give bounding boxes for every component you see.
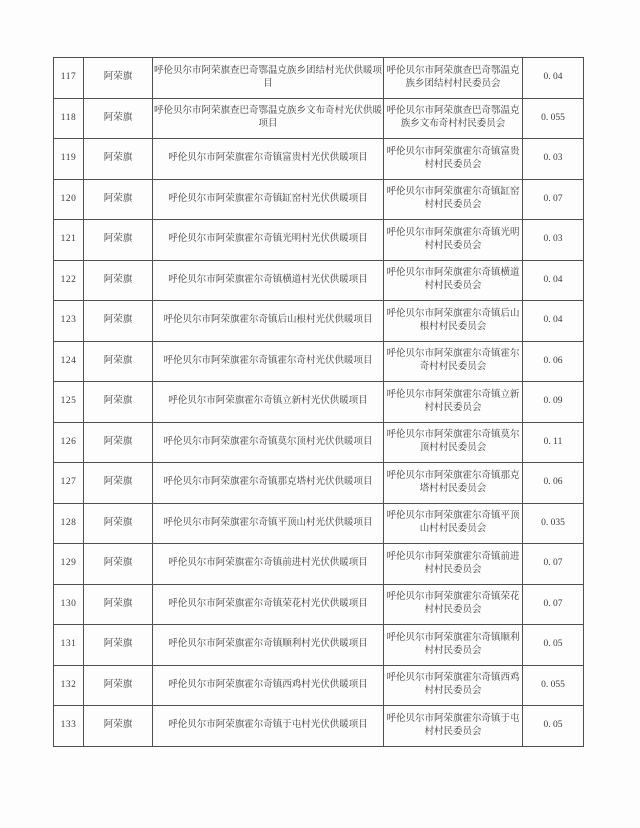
committee-cell: 呼伦贝尔市阿荣旗查巴奇鄂温克族乡文布奇村村民委员会 (384, 98, 523, 139)
project-name-cell: 呼伦贝尔市阿荣旗霍尔奇镇霍尔奇村光伏供暖项目 (153, 341, 384, 382)
value-cell: 0. 04 (523, 260, 584, 301)
committee-cell: 呼伦贝尔市阿荣旗查巴奇鄂温克族乡团结村村民委员会 (384, 58, 523, 99)
value-cell: 0. 06 (523, 341, 584, 382)
row-number-cell: 118 (54, 98, 84, 139)
row-number-cell: 126 (54, 422, 84, 463)
project-name-cell: 呼伦贝尔市阿荣旗霍尔奇镇前进村光伏供暖项目 (153, 544, 384, 585)
value-cell: 0. 07 (523, 584, 584, 625)
project-name-cell: 呼伦贝尔市阿荣旗霍尔奇镇后山根村光伏供暖项目 (153, 301, 384, 342)
banner-cell: 阿荣旗 (84, 706, 153, 747)
row-number-cell: 122 (54, 260, 84, 301)
project-name-cell: 呼伦贝尔市阿荣旗霍尔奇镇于屯村光伏供暖项目 (153, 706, 384, 747)
value-cell: 0. 04 (523, 58, 584, 99)
value-cell: 0. 03 (523, 220, 584, 261)
row-number-cell: 117 (54, 58, 84, 99)
table-row (54, 301, 584, 342)
value-cell: 0. 06 (523, 463, 584, 504)
value-cell: 0. 05 (523, 625, 584, 666)
value-cell: 0. 03 (523, 139, 584, 180)
row-number-cell: 121 (54, 220, 84, 261)
table-row (54, 179, 584, 220)
project-name-cell: 呼伦贝尔市阿荣旗查巴奇鄂温克族乡团结村光伏供暖项目 (153, 58, 384, 99)
banner-cell: 阿荣旗 (84, 625, 153, 666)
row-number-cell: 132 (54, 665, 84, 706)
table-row (54, 220, 584, 261)
row-number-cell: 120 (54, 179, 84, 220)
table-row (54, 139, 584, 180)
table-row (54, 98, 584, 139)
row-number-cell: 128 (54, 503, 84, 544)
banner-cell: 阿荣旗 (84, 544, 153, 585)
committee-cell: 呼伦贝尔市阿荣旗霍尔奇镇西鸡村村民委员会 (384, 665, 523, 706)
project-name-cell: 呼伦贝尔市阿荣旗霍尔奇镇莫尔顶村光伏供暖项目 (153, 422, 384, 463)
banner-cell: 阿荣旗 (84, 463, 153, 504)
banner-cell: 阿荣旗 (84, 422, 153, 463)
row-number-cell: 129 (54, 544, 84, 585)
value-cell: 0. 07 (523, 544, 584, 585)
banner-cell: 阿荣旗 (84, 58, 153, 99)
committee-cell: 呼伦贝尔市阿荣旗霍尔奇镇平顶山村村民委员会 (384, 503, 523, 544)
banner-cell: 阿荣旗 (84, 220, 153, 261)
banner-cell: 阿荣旗 (84, 382, 153, 423)
table-row (54, 503, 584, 544)
committee-cell: 呼伦贝尔市阿荣旗霍尔奇镇荣花村村民委员会 (384, 584, 523, 625)
table-row (54, 382, 584, 423)
project-name-cell: 呼伦贝尔市阿荣旗霍尔奇镇那克塔村光伏供暖项目 (153, 463, 384, 504)
committee-cell: 呼伦贝尔市阿荣旗霍尔奇镇那克塔村村民委员会 (384, 463, 523, 504)
banner-cell: 阿荣旗 (84, 260, 153, 301)
committee-cell: 呼伦贝尔市阿荣旗霍尔奇镇顺利村村民委员会 (384, 625, 523, 666)
project-name-cell: 呼伦贝尔市阿荣旗霍尔奇镇光明村光伏供暖项目 (153, 220, 384, 261)
value-cell: 0. 11 (523, 422, 584, 463)
project-name-cell: 呼伦贝尔市阿荣旗霍尔奇镇横道村光伏供暖项目 (153, 260, 384, 301)
table-body (54, 58, 584, 747)
row-number-cell: 123 (54, 301, 84, 342)
row-number-cell: 133 (54, 706, 84, 747)
committee-cell: 呼伦贝尔市阿荣旗霍尔奇镇后山根村村民委员会 (384, 301, 523, 342)
banner-cell: 阿荣旗 (84, 665, 153, 706)
banner-cell: 阿荣旗 (84, 503, 153, 544)
row-number-cell: 130 (54, 584, 84, 625)
project-name-cell: 呼伦贝尔市阿荣旗霍尔奇镇富贵村光伏供暖项目 (153, 139, 384, 180)
table-row (54, 463, 584, 504)
table-row (54, 665, 584, 706)
value-cell: 0. 055 (523, 665, 584, 706)
committee-cell: 呼伦贝尔市阿荣旗霍尔奇镇富贵村村民委员会 (384, 139, 523, 180)
committee-cell: 呼伦贝尔市阿荣旗霍尔奇镇前进村村民委员会 (384, 544, 523, 585)
row-number-cell: 124 (54, 341, 84, 382)
banner-cell: 阿荣旗 (84, 301, 153, 342)
project-name-cell: 呼伦贝尔市阿荣旗霍尔奇镇立新村光伏供暖项目 (153, 382, 384, 423)
value-cell: 0. 04 (523, 301, 584, 342)
row-number-cell: 127 (54, 463, 84, 504)
project-name-cell: 呼伦贝尔市阿荣旗霍尔奇镇顺利村光伏供暖项目 (153, 625, 384, 666)
project-name-cell: 呼伦贝尔市阿荣旗查巴奇鄂温克族乡文布奇村光伏供暖项目 (153, 98, 384, 139)
banner-cell: 阿荣旗 (84, 584, 153, 625)
table-row (54, 706, 584, 747)
committee-cell: 呼伦贝尔市阿荣旗霍尔奇镇横道村村民委员会 (384, 260, 523, 301)
value-cell: 0. 05 (523, 706, 584, 747)
projects-table (53, 57, 584, 747)
row-number-cell: 131 (54, 625, 84, 666)
table-row (54, 544, 584, 585)
banner-cell: 阿荣旗 (84, 179, 153, 220)
banner-cell: 阿荣旗 (84, 139, 153, 180)
table-row (54, 422, 584, 463)
committee-cell: 呼伦贝尔市阿荣旗霍尔奇镇立新村村民委员会 (384, 382, 523, 423)
value-cell: 0. 07 (523, 179, 584, 220)
value-cell: 0. 035 (523, 503, 584, 544)
table-row (54, 584, 584, 625)
row-number-cell: 125 (54, 382, 84, 423)
committee-cell: 呼伦贝尔市阿荣旗霍尔奇镇缸窑村村民委员会 (384, 179, 523, 220)
banner-cell: 阿荣旗 (84, 98, 153, 139)
project-name-cell: 呼伦贝尔市阿荣旗霍尔奇镇平顶山村光伏供暖项目 (153, 503, 384, 544)
banner-cell: 阿荣旗 (84, 341, 153, 382)
table-row (54, 625, 584, 666)
value-cell: 0. 055 (523, 98, 584, 139)
committee-cell: 呼伦贝尔市阿荣旗霍尔奇镇霍尔奇村村民委员会 (384, 341, 523, 382)
value-cell: 0. 09 (523, 382, 584, 423)
project-name-cell: 呼伦贝尔市阿荣旗霍尔奇镇缸窑村光伏供暖项目 (153, 179, 384, 220)
committee-cell: 呼伦贝尔市阿荣旗霍尔奇镇莫尔顶村村民委员会 (384, 422, 523, 463)
table-row (54, 341, 584, 382)
committee-cell: 呼伦贝尔市阿荣旗霍尔奇镇光明村村民委员会 (384, 220, 523, 261)
table-row (54, 58, 584, 99)
table-row (54, 260, 584, 301)
project-name-cell: 呼伦贝尔市阿荣旗霍尔奇镇荣花村光伏供暖项目 (153, 584, 384, 625)
committee-cell: 呼伦贝尔市阿荣旗霍尔奇镇于屯村村民委员会 (384, 706, 523, 747)
row-number-cell: 119 (54, 139, 84, 180)
project-name-cell: 呼伦贝尔市阿荣旗霍尔奇镇西鸡村光伏供暖项目 (153, 665, 384, 706)
